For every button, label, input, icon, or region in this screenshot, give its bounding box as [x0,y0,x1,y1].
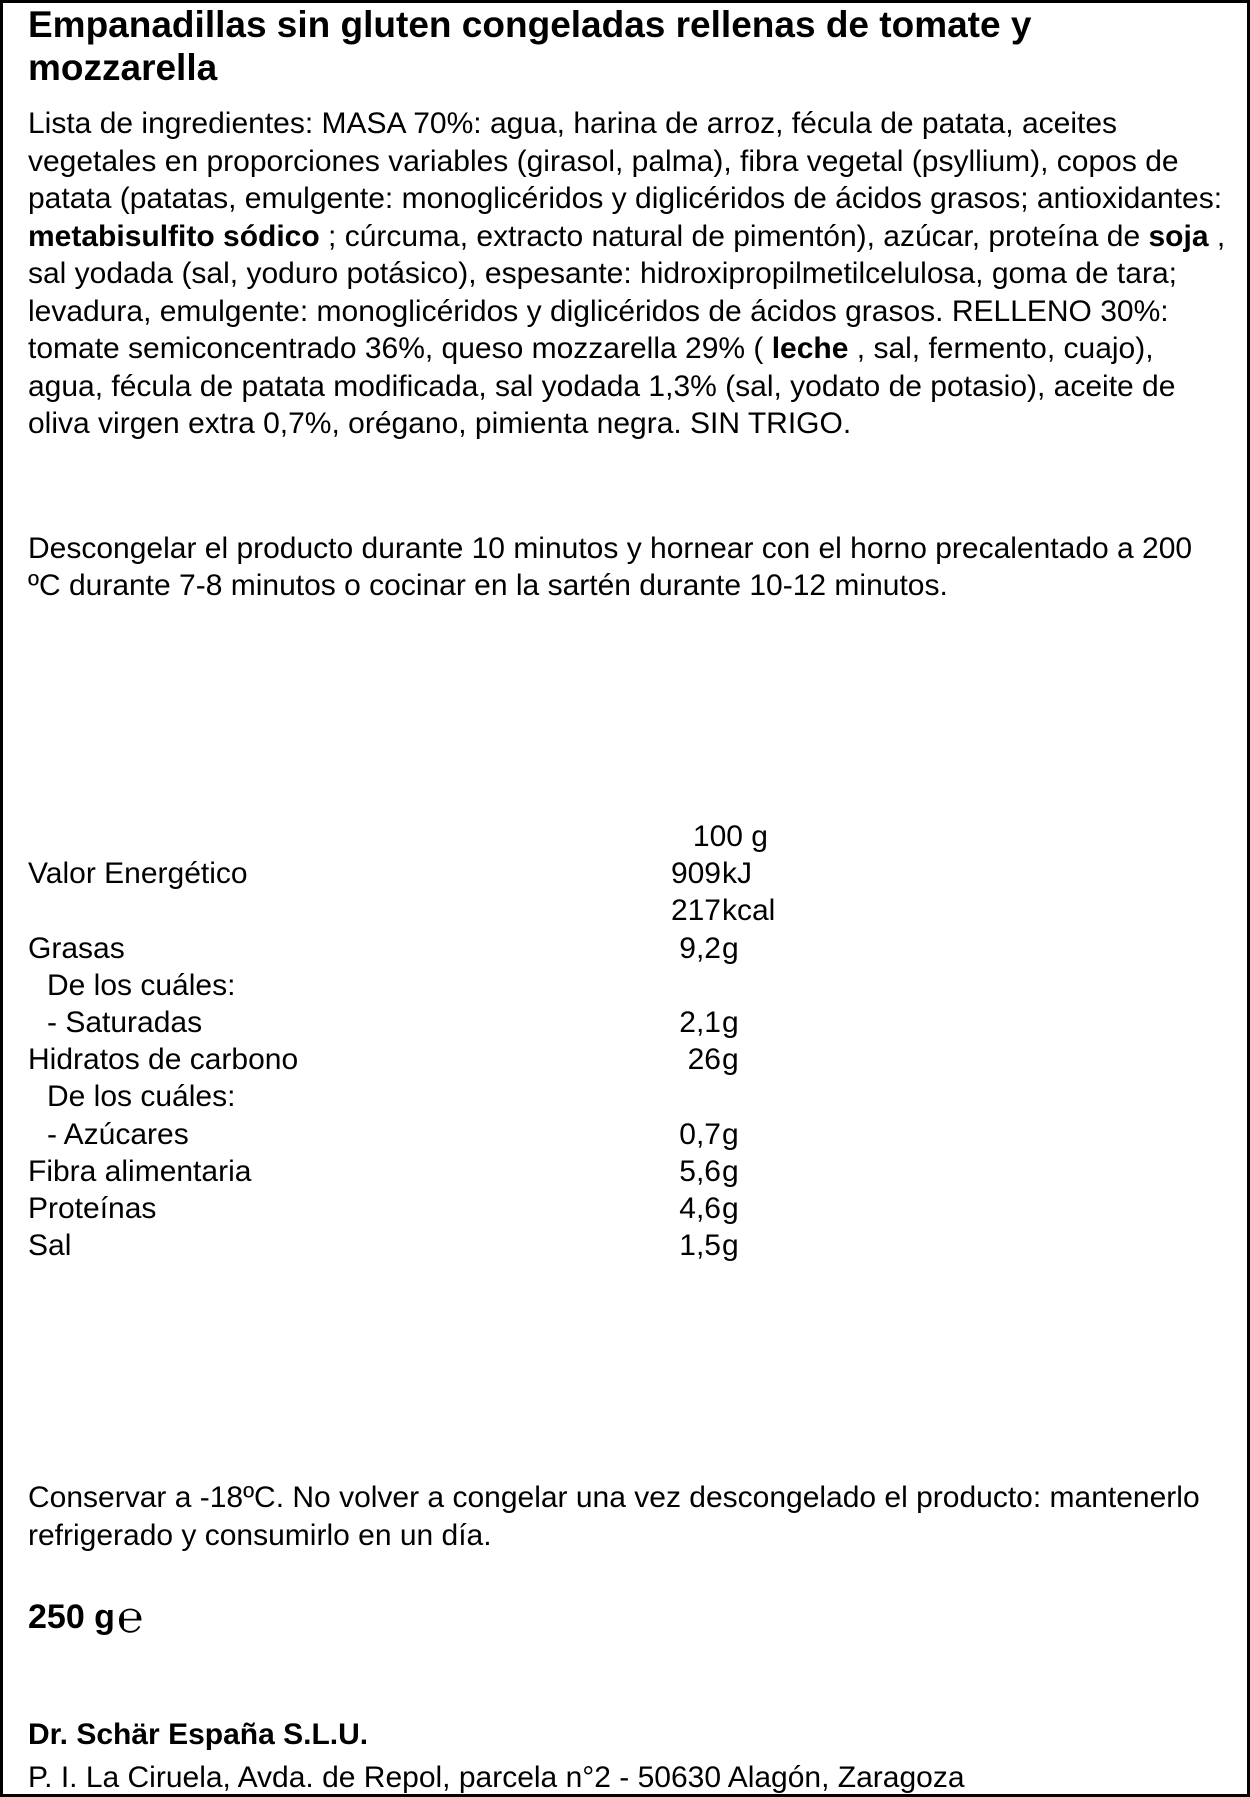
nutrition-unit: g [722,1154,739,1188]
nutrition-value: 9,2 [679,931,721,965]
nutrition-label: Proteínas [28,1191,157,1225]
nutrition-label: Hidratos de carbono [28,1043,299,1077]
nutrition-unit: g [722,1043,739,1077]
nutrition-value: 1,5 [679,1229,721,1263]
net-weight [28,1592,144,1643]
nutrition-value: 217 [670,894,721,928]
estimated-sign-icon: ℮ [116,1592,144,1643]
nutrition-value: 26 [687,1043,721,1077]
nutrition-row [28,930,788,967]
nutrition-label: Sal [28,1229,72,1263]
nutrition-value: 4,6 [679,1191,721,1225]
nutrition-row [28,1116,788,1153]
allergen-milk: leche [771,332,849,365]
nutrition-table [28,818,788,1264]
company-address: P. I. La Ciruela, Avda. de Repol, parcela n°2 - 50630 Alagón, Zaragoza [28,1761,965,1794]
nutrition-label: - Azúcares [47,1117,189,1151]
nutrition-row [28,1153,788,1190]
nutrition-unit: g [722,931,739,965]
nutrition-header: 100 g [692,820,768,853]
ingredients-list [28,105,1233,443]
ingredients-text: ; cúrcuma, extracto natural de pimentón), azúcar, proteína de [319,219,1149,253]
ingredients-text: , sal yodada (sal, yoduro potásico), espesante: hidroxipropilmetilcelulosa, goma de tara; levadura, emulgente: monoglicéridos y diglicéridos de ácidos grasos. RELLENO 30%: tomate semiconcentrado 36%, queso mozzarella 29% ( [28,219,1226,365]
nutrition-row-energy-kj [28,855,788,892]
nutrition-unit: g [722,1191,739,1225]
nutrition-value: 0,7 [679,1117,721,1151]
nutrition-value: 2,1 [679,1005,721,1039]
nutrition-row [28,1041,788,1078]
storage-instructions: Conservar a -18ºC. No volver a congelar una vez descongelado el producto: mantenerlo refrigerado y consumirlo en un día. [28,1481,1200,1552]
nutrition-label: Fibra alimentaria [28,1154,252,1188]
nutrition-label: - Saturadas [47,1005,203,1039]
nutrition-row-energy-kcal [28,892,788,929]
nutrition-unit: g [722,1117,739,1151]
nutrition-unit: g [722,1005,739,1039]
nutrition-value: 909 [670,857,721,891]
nutrition-unit: kJ [722,857,752,891]
nutrition-value: 5,6 [679,1154,721,1188]
allergen-metabisulfite: metabisulfito sódico [28,219,320,253]
nutrition-header-row [28,818,788,855]
nutrition-row [28,967,788,1004]
nutrition-label: De los cuáles: [47,1080,236,1114]
nutrition-unit: kcal [722,894,776,928]
product-title: Empanadillas sin gluten congeladas rellenas de tomate y mozzarella [28,4,1032,88]
nutrition-row [28,1004,788,1041]
nutrition-row [28,1190,788,1227]
net-weight-value: 250 g [28,1598,115,1636]
nutrition-unit: g [722,1229,739,1263]
ingredients-text: Lista de ingredientes: MASA 70%: agua, harina de arroz, fécula de patata, aceites vegetales en proporciones variables (girasol, palma), fibra vegetal (psyllium), copos de patata (patatas, emulgente: monoglicéridos y diglicéridos de ácidos grasos; antioxidantes: [28,107,1223,215]
ingredients-text: , sal, fermento, cuajo), agua, fécula de patata modificada, sal yodada 1,3% (sal, yodato de potasio), aceite de oliva virgen extra 0,7%, orégano, pimienta negra. SIN TRIGO. [28,332,1176,440]
nutrition-label: Valor Energético [28,857,248,891]
allergen-soy: soja [1148,219,1209,253]
company-name: Dr. Schär España S.L.U. [28,1718,369,1751]
nutrition-row [28,1227,788,1264]
preparation-instructions: Descongelar el producto durante 10 minutos y hornear con el horno precalentado a 200 ºC durante 7-8 minutos o cocinar en la sartén durante 10-12 minutos. [28,532,1193,602]
nutrition-label: Grasas [28,931,125,965]
nutrition-row [28,1078,788,1115]
nutrition-label: De los cuáles: [47,968,236,1002]
